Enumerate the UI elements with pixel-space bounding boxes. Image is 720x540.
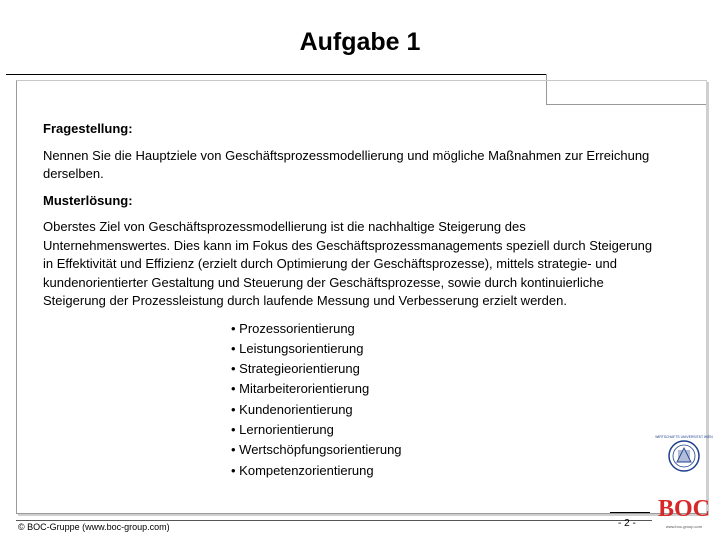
page-number: - 2 - <box>618 518 636 529</box>
question-heading: Fragestellung: <box>43 121 133 136</box>
bullet-item: • Wertschöpfungsorientierung <box>231 440 653 460</box>
content-area <box>43 120 653 481</box>
footer-copyright: © BOC-Gruppe (www.boc-group.com) <box>18 522 170 532</box>
bullet-item: • Mitarbeiterorientierung <box>231 379 653 399</box>
university-seal-icon <box>655 435 713 471</box>
bullet-item: • Prozessorientierung <box>231 319 653 339</box>
question-text: Nennen Sie die Hauptziele von Geschäftsprozessmodellierung und mögliche Maßnahmen zur Erreichung derselben. <box>43 147 650 181</box>
boc-brand-text: BOC <box>657 496 711 522</box>
title-divider <box>6 74 546 75</box>
page-number-divider <box>610 512 650 513</box>
boc-url-text: www.boc-group.com <box>665 524 703 529</box>
footer-divider <box>16 520 652 521</box>
solution-text: Oberstes Ziel von Geschäftsprozessmodellierung ist die nachhaltige Steigerung des Unternehmenswertes. Dies kann im Fokus des Geschäftsprozessmanagements speziell durch Steigerung in Effektivität und Effizienz (erzielt durch Optimierung der Geschäftsprozesse), mittels strategie- und kundenorientierter Gestaltung und Steuerung der Geschäftsprozesse, sowie durch kontinuierliche Steigerung der Prozessleistung durch laufende Messung und Verbesserung erzielt werden. <box>43 219 653 308</box>
boc-logo <box>655 432 713 532</box>
bullet-item: • Leistungsorientierung <box>231 339 653 359</box>
bullet-list <box>231 319 653 481</box>
bullet-item: • Strategieorientierung <box>231 359 653 379</box>
bullet-item: • Kundenorientierung <box>231 400 653 420</box>
solution-heading: Musterlösung: <box>43 192 133 208</box>
bullet-item: • Kompetenzorientierung <box>231 461 653 481</box>
boc-brand-icon <box>658 496 710 529</box>
slide-title: Aufgabe 1 <box>299 28 421 56</box>
bullet-item: • Lernorientierung <box>231 420 653 440</box>
seal-text: WIRTSCHAFTS UNIVERSITÄT WIEN <box>655 435 713 439</box>
